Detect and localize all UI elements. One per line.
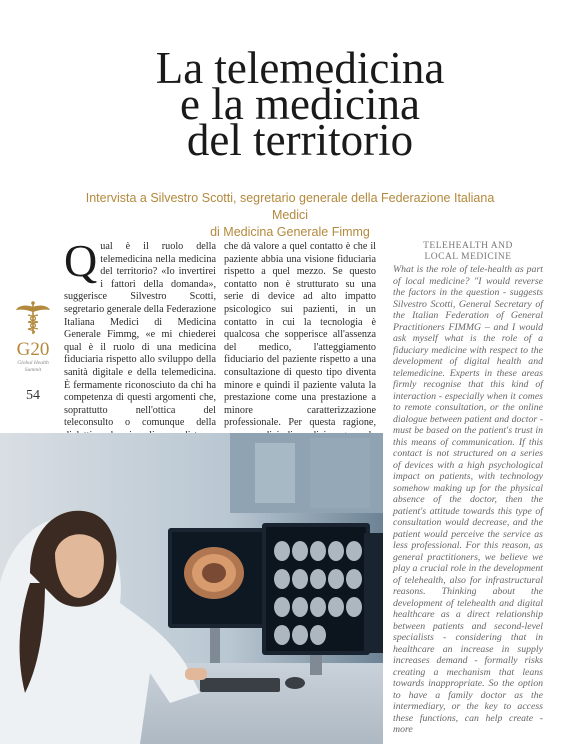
english-sidebar: [393, 241, 543, 736]
article-subtitle: [70, 190, 510, 241]
doctor-monitors-photo: [0, 433, 383, 744]
caduceus-icon: [15, 300, 51, 336]
logo-text: G20: [16, 339, 50, 360]
page-number: 54: [26, 388, 40, 403]
sidebar-heading-line: LOCAL MEDICINE: [424, 252, 512, 262]
title-line: e la medicina: [180, 79, 420, 129]
title-line: del territorio: [186, 115, 414, 165]
logo-subtext: [10, 360, 56, 373]
logo-subtext-line: Summit: [24, 366, 42, 373]
column-text: ual è il ruolo della telemedicina nella medicina del territorio? «Io invertirei i fattori della domanda», suggerisce Silvestro Scotti, segretario generale della Federazione Italiana Medici di Medicina Generale Fimmg, «e mi chiederei qual è il ruolo di una medicina fiduciaria rispetto allo sviluppo della sanità digitale e della telemedicina. È fermamente riconosciuto da chi ha competenza di questi argomenti che, soprattutto nell'ottica del teleconsulto o comunque della: [64, 241, 216, 429]
article-column-1: [64, 235, 216, 455]
logo-subtext-line: Global Health: [17, 360, 49, 366]
subtitle-line: di Medicina Generale Fimmg: [210, 225, 370, 239]
article-title: [60, 43, 540, 165]
title-line: La telemedicina: [155, 43, 445, 93]
drop-cap: Q: [64, 235, 98, 286]
g20-logo: [10, 300, 56, 373]
article-column-2: [224, 241, 376, 455]
column-text: che dà valore a quel contatto è che il paziente abbia una visione fiduciaria rispetto a quel mezzo. Se questo contatto non è strutturato su una serie di device ad alto impatto psicologico sui pazienti, in un contatto in cui la tecnologia è qualcosa che sopperisce all'assenza del medico, l'atteggiamento fiduciario del paziente rispetto a una consultazione di questo tipo diventa minore e quindi il paziente valuta la prestazione come una prestazione a minore caratterizzazione professionale. Per questa ragione,: [224, 241, 376, 429]
sidebar-text: What is the role of tele-health as part of local medicine? "I would reverse the factors in the question - suggests Silvestro Scotti, General Secretary of the Italian Federation of General Practitioners FIMMG – and I would ask myself what is the role of a fiduciary medicine with respect to the development of digital health and telemedicine. Experts in these areas firmly recognise that this kind of interaction - especially when it comes to remote consultation, or the online dialogue between patient and doctor - must be based on the patient's trust in this means of communication. If this contact is not structured on a series of devices with a high psychological impact on patients, with technology somehow making up for the physical absence of the doctor, then the patient's attitude towards this type of consultation would decrease, and the patient would perceive the service as less professional. For this reason, as general practitioners, we believe we play a crucial role in the development of telehealth, also for infrastructural reasons. Thinking about the development of telehealth and digital healthcare as a direct relationship between patients and second-level specialists - considering that in healthcare an increase in supply increases demand - formally risks creating a mechanism that leans towards inappropriate. So the option to have a family doctor as the intermediary, or the key to access these functions, can help create - more: [393, 264, 543, 735]
subtitle-line: Intervista a Silvestro Scotti, segretario generale della Federazione Italiana Medici: [85, 191, 495, 222]
sidebar-heading-line: TELEHEALTH AND: [423, 241, 513, 251]
sidebar-heading: [393, 241, 543, 263]
